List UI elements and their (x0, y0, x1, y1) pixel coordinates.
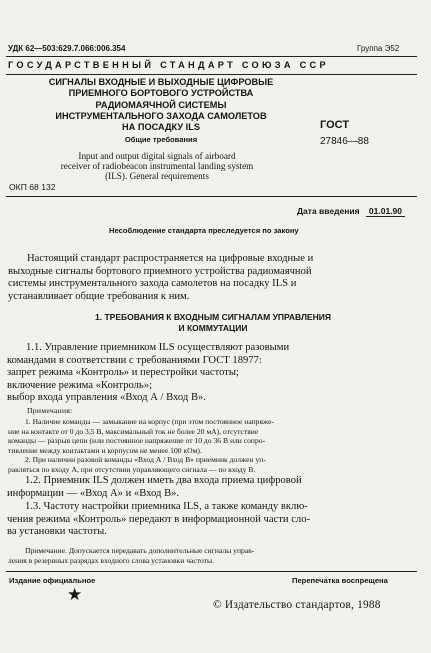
clause-line: 1.2. Приемник ILS должен иметь два входа приема цифровой (25, 475, 302, 486)
copyright: © Издательство стандартов, 1988 (213, 599, 381, 611)
heading-rule (6, 74, 417, 75)
official-edition: Издание официальное (9, 576, 96, 585)
title-line: НА ПОСАДКУ ILS (122, 122, 200, 133)
intro-date (297, 206, 405, 217)
top-rule (6, 56, 417, 57)
notes-heading: Примечания: (27, 406, 73, 415)
clause-line: включение режима «Контроль»; (7, 379, 153, 391)
star-icon: ★ (67, 585, 83, 604)
title-line: ПРИЕМНОГО БОРТОВОГО УСТРОЙСТВА (68, 88, 254, 99)
clause-line: чения режима «Контроль» передают в информационной части сло- (7, 513, 311, 525)
clause-line: запрет режима «Контроль» и перестройки частоты; (7, 367, 239, 379)
title-line: СИГНАЛЫ ВХОДНЫЕ И ВЫХОДНЫЕ ЦИФРОВЫЕ (48, 77, 274, 87)
title-line: РАДИОМАЯЧНОЙ СИСТЕМЫ (95, 99, 227, 110)
general-requirements: Общие требования (124, 135, 198, 145)
final-note-line: ления в резервных разрядах входного слова установки частоты. (8, 555, 214, 565)
intro-date-label: Дата введения (297, 206, 360, 216)
clause-line: командами в соответствии с требованиями ГОСТ 18977: (7, 354, 262, 366)
clause-1-2 (7, 475, 302, 500)
group-code: Группа Э52 (357, 44, 400, 53)
okp-code: ОКП 68 132 (9, 182, 56, 192)
note-line: ние на контакте от 0 до 3,5 В, максимальный ток не более 20 мА), отсутствие (8, 426, 259, 436)
english-title-line: (ILS). General requirements (105, 171, 209, 181)
title-line: ИНСТРУМЕНТАЛЬНОГО ЗАХОДА САМОЛЕТОВ (55, 110, 267, 121)
udk-code: УДК 62—503:629.7.066:006.354 (8, 44, 126, 53)
footer-rule (6, 571, 417, 572)
title-block (14, 77, 308, 144)
paragraph-line: выходные сигналы бортового приемного устройства радиомаячной (8, 265, 312, 277)
section-heading-line: И КОММУТАЦИИ (178, 323, 248, 333)
note-line: команды — разрыв цепи (или постоянное напряжение от 10 до 36 В или сопро- (8, 436, 266, 446)
paragraph-line: устанавливает общие требования к ним. (8, 290, 190, 302)
clause-1-3 (7, 501, 311, 539)
clause-line: ва установки частоты. (7, 526, 107, 538)
notes-block (8, 417, 274, 475)
paragraph-line: Настоящий стандарт распространяется на цифровые входные и (27, 253, 314, 264)
state-standard-heading: ГОСУДАРСТВЕННЫЙ СТАНДАРТ СОЮЗА ССР (8, 60, 329, 70)
reprint-prohibited: Перепечатка воспрещена (292, 576, 388, 585)
final-note-line: Примечание. Допускается передавать дополнительные сигналы управ- (25, 546, 255, 555)
english-title-line: receiver of radiobeacon instrumental landing system (60, 161, 254, 171)
clause-line: 1.1. Управление приемником ILS осуществляют разовыми (26, 342, 290, 353)
note-line: 2. При наличии разовой команды «Вход А / Вход В» приемник должен уп- (25, 455, 266, 465)
legal-notice: Несоблюдение стандарта преследуется по закону (109, 226, 299, 235)
clause-1-1 (7, 342, 290, 405)
section-heading (48, 312, 378, 334)
note-line: тивление между контактами и корпусом не менее 100 кОм). (8, 445, 202, 455)
gost-label: ГОСТ (320, 119, 350, 131)
note-line: равляться по входу А, при отсутствии управляющего сигнала — по входу В. (8, 464, 256, 474)
paragraph-line: системы инструментального захода самолетов на посадку ILS и (8, 278, 297, 290)
intro-date-value: 01.01.90 (366, 206, 405, 217)
gost-number: 27846—88 (320, 136, 369, 147)
english-title-line: Input and output digital signals of airboard (78, 151, 236, 161)
note-line: 1. Наличие команды — замыкание на корпус (при этом постоянное напряже- (25, 417, 274, 426)
clause-line: информации — «Вход А» и «Вход В». (7, 487, 180, 499)
section-heading-line: 1. ТРЕБОВАНИЯ К ВХОДНЫМ СИГНАЛАМ УПРАВЛЕНИЯ (95, 312, 331, 322)
title-rule (6, 196, 417, 197)
intro-paragraph (8, 253, 314, 303)
final-note (8, 546, 254, 565)
clause-line: выбор входа управления «Вход А / Вход В». (7, 392, 206, 404)
clause-line: 1.3. Частоту настройки приемника ILS, а также команду вклю- (25, 501, 308, 512)
english-title (8, 151, 306, 181)
